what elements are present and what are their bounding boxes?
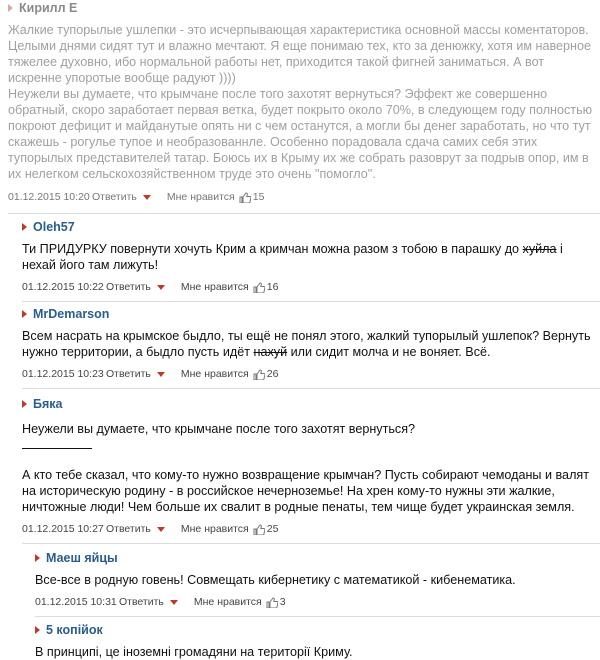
comment-text-part: Всем насрать на крымское быдло, ты ещё не понял этого, жалкий тупорылый ушлепок? Вернуть нужно территории, а быдло пусть идёт xyxy=(22,329,591,359)
comment-meta xyxy=(22,523,594,535)
thumbs-up-icon[interactable] xyxy=(253,524,265,535)
comment-text xyxy=(35,572,594,588)
comment-date: 01.12.2015 10:23 xyxy=(22,368,104,380)
comment-text xyxy=(35,644,594,660)
comment-author xyxy=(35,622,594,638)
comment-date: 01.12.2015 10:31 xyxy=(35,596,117,608)
like-count: 25 xyxy=(266,523,279,535)
comment-date: 01.12.2015 10:27 xyxy=(22,523,104,535)
author-link[interactable]: 5 копійок xyxy=(46,623,103,637)
comment-oleh57 xyxy=(0,214,600,293)
comment-meta xyxy=(35,596,594,608)
like-button[interactable]: Мне нравится xyxy=(180,523,249,535)
red-triangle-icon xyxy=(22,310,27,318)
reply-button[interactable]: Ответить xyxy=(106,368,151,380)
thumbs-up-icon[interactable] xyxy=(239,192,251,203)
comment-maesh-yaytsy xyxy=(0,544,600,608)
comment-kirill xyxy=(0,0,600,203)
comment-text xyxy=(22,328,594,360)
strikethrough-word: нахуй xyxy=(253,345,288,359)
quoted-text: Неужели вы думаете, что крымчане после того захотят вернуться? xyxy=(22,422,416,436)
comment-date: 01.12.2015 10:20 xyxy=(8,191,90,203)
like-count: 3 xyxy=(279,596,286,608)
caret-down-icon[interactable] xyxy=(157,285,165,290)
comment-meta xyxy=(22,281,594,293)
thumbs-up-icon[interactable] xyxy=(253,282,265,293)
comment-author xyxy=(8,0,594,16)
comment-author xyxy=(22,306,594,322)
comment-date: 01.12.2015 10:22 xyxy=(22,281,104,293)
like-count: 15 xyxy=(252,191,265,203)
like-count: 16 xyxy=(266,281,279,293)
caret-down-icon[interactable] xyxy=(157,372,165,377)
author-link[interactable]: MrDemarson xyxy=(33,307,110,321)
author-link[interactable]: Маеш яйцы xyxy=(46,551,118,565)
comment-5-kopiyok xyxy=(0,617,600,660)
reply-button[interactable]: Ответить xyxy=(106,281,151,293)
reply-button[interactable]: Ответить xyxy=(92,191,137,203)
comment-paragraph: Неужели вы думаете, что крымчане после того захотят вернуться? Эффект же совершенно обратный, скоро заработает первая ветка, будет покрыто около 70%, в следующем году полностью покроют дефицит и майданутые опять ни с чем останутся, а могли бы денег заработать, но что тут скажешь - рогулье тупое и необразованнле. Особенно порадовала сдача самих себя этих тупорылых представителей татар. Боюсь их в Крыму их же собрать разоврут за подрыв опор, им в их нелегком сельскохозяйственном труде это очень "помогло". xyxy=(8,87,593,181)
author-link[interactable]: Oleh57 xyxy=(33,220,75,234)
comment-text-part: і нехай його там лижуть! xyxy=(22,242,563,272)
red-triangle-icon xyxy=(8,4,13,12)
author-link[interactable]: Кирилл Е xyxy=(19,1,78,15)
quote-divider xyxy=(22,448,92,449)
comment-text-part: Ти ПРИДУРКУ повернути хочуть Крим а кримчан можна разом з тобою в парашку до xyxy=(22,242,523,256)
comment-meta xyxy=(8,191,594,203)
thumbs-up-icon[interactable] xyxy=(266,597,278,608)
red-triangle-icon xyxy=(22,223,27,231)
caret-down-icon[interactable] xyxy=(157,527,165,532)
comment-text-part: Все-все в родную говень! Совмещать кибернетику с математикой - кибенематика. xyxy=(35,573,516,587)
like-button[interactable]: Мне нравится xyxy=(180,281,249,293)
caret-down-icon[interactable] xyxy=(170,600,178,605)
comment-meta xyxy=(22,368,594,380)
comment-author xyxy=(35,550,594,566)
comment-author xyxy=(22,219,594,235)
comment-text xyxy=(8,22,594,182)
like-button[interactable]: Мне нравится xyxy=(180,368,249,380)
like-button[interactable]: Мне нравится xyxy=(166,191,235,203)
comment-text xyxy=(22,467,594,515)
reply-button[interactable]: Ответить xyxy=(106,523,151,535)
like-button[interactable]: Мне нравится xyxy=(193,596,262,608)
reply-button[interactable]: Ответить xyxy=(119,596,164,608)
comment-paragraph: Жалкие тупорылые ушлепки - это исчерпывающая характеристика основной массы коментаторов. Целыми днями сидят тут и влажно мечтают. Я еще понимаю тех, кто за денюжку, хотя им наверное тяжелее духовно, ибо нормальной работы нет, приходится такой фигней заниматься. А вот искренне упоротые вообще радуют )))) xyxy=(8,23,591,85)
comment-byaka xyxy=(0,389,600,535)
red-triangle-icon xyxy=(35,626,40,634)
author-link[interactable]: Бяка xyxy=(33,397,63,411)
caret-down-icon[interactable] xyxy=(143,195,151,200)
red-triangle-icon xyxy=(22,400,27,408)
strikethrough-word: хуйла xyxy=(522,242,557,256)
thumbs-up-icon[interactable] xyxy=(253,369,265,380)
comment-quote xyxy=(22,421,594,437)
comment-text xyxy=(22,241,594,273)
like-count: 26 xyxy=(266,368,279,380)
red-triangle-icon xyxy=(35,554,40,562)
comment-text-part: В принципі, це іноземні громадяни на території Криму. xyxy=(35,645,353,659)
comment-text-part: А кто тебе сказал, что кому-то нужно возвращение крымчан? Пусть собирают чемоданы и валят на историческую родину - в российское нечерноземье! На хрен кому-то нужны эти жалкие, ничтожные люди! Чем больше их свалит в родные пенаты, тем чище будет украинская земля. xyxy=(22,468,590,514)
comment-mrdemarson xyxy=(0,302,600,380)
comment-author xyxy=(22,396,594,412)
comment-text-part: или сидит молча и не воняет. Всё. xyxy=(287,345,491,359)
